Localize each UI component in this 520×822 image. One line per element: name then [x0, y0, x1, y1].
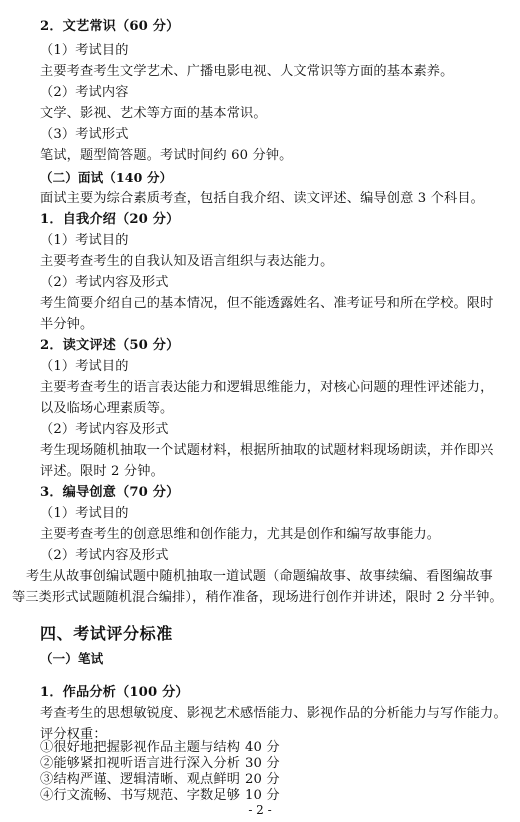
paragraph: 考生从故事创编试题中随机抽取一道试题（命题编故事、故事续编、看图编故事 — [26, 569, 493, 584]
scoring-weights-label: 评分权重： — [40, 727, 107, 742]
section-heading-work-analysis: 1．作品分析（100 分） — [40, 685, 189, 700]
section-heading-literary-knowledge: 2．文艺常识（60 分） — [40, 19, 180, 34]
scoring-weight-item — [40, 740, 280, 756]
section-heading-directing-creativity: 3．编导创意（70 分） — [40, 485, 180, 500]
paragraph: 文学、影视、艺术等方面的基本常识。 — [40, 106, 267, 121]
section-heading-written-exam: （一）笔试 — [40, 651, 104, 666]
paragraph-continuation: 以及临场心理素质等。 — [40, 401, 174, 416]
paragraph: 主要考查考生的语言表达能力和逻辑思维能力，对核心问题的理性评述能力， — [40, 380, 494, 395]
subheading-exam-purpose: （1）考试目的 — [40, 506, 129, 521]
scoring-points: 20 分 — [245, 772, 280, 787]
scoring-criterion: ③结构严谨、逻辑清晰、观点鲜明 — [40, 772, 241, 787]
subheading-exam-form: （3）考试形式 — [40, 127, 129, 142]
paragraph-continuation: 半分钟。 — [40, 317, 94, 332]
paragraph: 考生现场随机抽取一个试题材料，根据所抽取的试题材料现场朗读，并作即兴 — [40, 443, 494, 458]
subheading-exam-purpose: （1）考试目的 — [40, 43, 129, 58]
section-heading-reading-commentary: 2．读文评述（50 分） — [40, 338, 180, 353]
section-heading-interview: （二）面试（140 分） — [40, 170, 173, 185]
scoring-points: 30 分 — [245, 756, 280, 771]
paragraph: 考生简要介绍自己的基本情况，但不能透露姓名、准考证号和所在学校。限时 — [40, 296, 494, 311]
paragraph: 考查考生的思想敏锐度、影视艺术感悟能力、影视作品的分析能力与写作能力。 — [40, 706, 507, 721]
scoring-weight-item — [40, 772, 280, 788]
subheading-exam-content-form: （2）考试内容及形式 — [40, 422, 169, 437]
scoring-points: 40 分 — [245, 740, 280, 755]
subheading-exam-purpose: （1）考试目的 — [40, 359, 129, 374]
scoring-criterion: ④行文流畅、书写规范、字数足够 — [40, 788, 241, 803]
paragraph: 主要考查考生的创意思维和创作能力，尤其是创作和编写故事能力。 — [40, 527, 441, 542]
paragraph: 主要考查考生的自我认知及语言组织与表达能力。 — [40, 254, 334, 269]
page-number: - 2 - — [248, 803, 272, 817]
paragraph: 主要考查考生文学艺术、广播电影电视、人文常识等方面的基本素养。 — [40, 64, 454, 79]
scoring-criterion: ①很好地把握影视作品主题与结构 — [40, 740, 241, 755]
section-heading-self-introduction: 1．自我介绍（20 分） — [40, 212, 180, 227]
paragraph-continuation: 评述。限时 2 分钟。 — [40, 464, 164, 479]
paragraph: 面试主要为综合素质考查，包括自我介绍、读文评述、编导创意 3 个科目。 — [40, 191, 485, 206]
scoring-weight-item — [40, 756, 280, 772]
chapter-heading-scoring-standards: 四、考试评分标准 — [40, 624, 173, 643]
paragraph-continuation: 等三类形式试题随机混合编排），稍作准备，现场进行创作并讲述，限时 2 分半钟。 — [12, 590, 503, 605]
subheading-exam-content-form: （2）考试内容及形式 — [40, 275, 169, 290]
scoring-criterion: ②能够紧扣视听语言进行深入分析 — [40, 756, 241, 771]
scoring-weight-item — [40, 788, 280, 804]
subheading-exam-content: （2）考试内容 — [40, 85, 129, 100]
paragraph: 笔试，题型简答题。考试时间约 60 分钟。 — [40, 148, 293, 163]
subheading-exam-content-form: （2）考试内容及形式 — [40, 548, 169, 563]
subheading-exam-purpose: （1）考试目的 — [40, 233, 129, 248]
scoring-points: 10 分 — [245, 788, 280, 803]
